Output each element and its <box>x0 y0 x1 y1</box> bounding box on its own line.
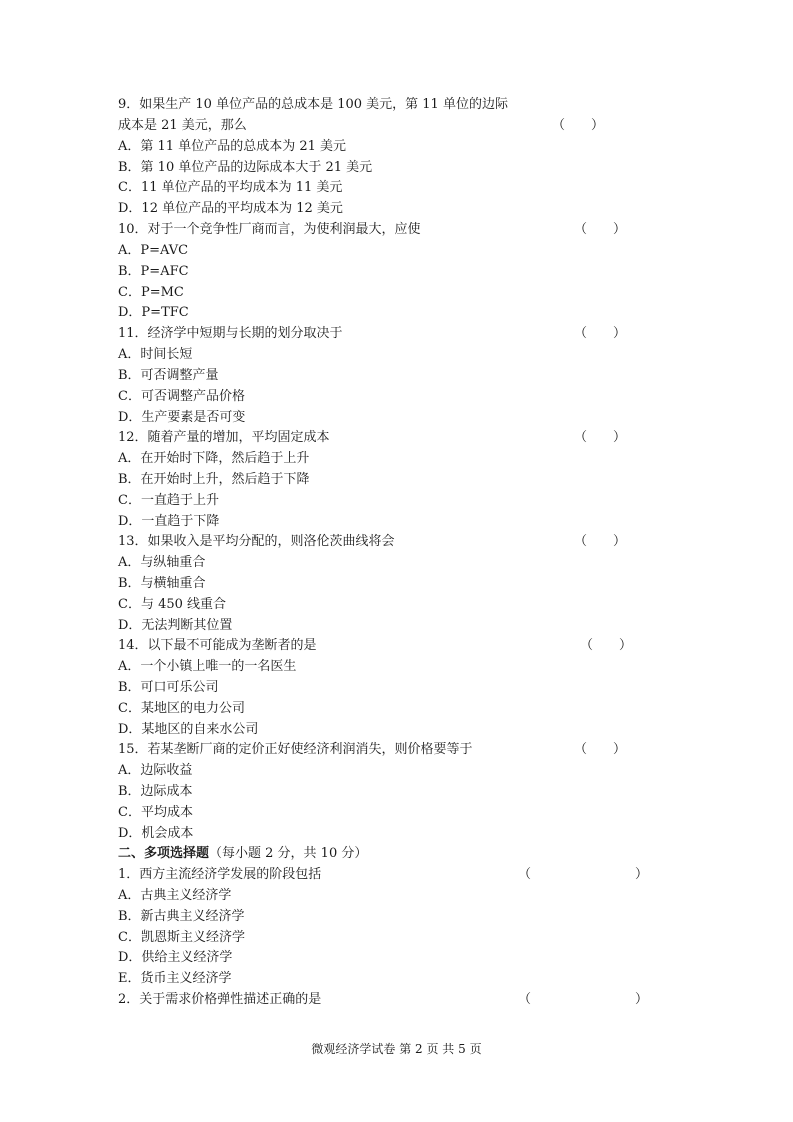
option-b: B．第 10 单位产品的边际成本大于 21 美元 <box>118 160 373 175</box>
multi-question-1-stem <box>118 865 649 886</box>
option-b: B．可口可乐公司 <box>118 680 219 695</box>
option-d: D．一直趋于下降 <box>118 514 220 529</box>
option-b: B．新古典主义经济学 <box>118 909 245 924</box>
question-13-stem <box>118 532 643 553</box>
option-d: D．P=TFC <box>118 305 189 320</box>
option-c: C．可否调整产品价格 <box>118 389 245 404</box>
answer-bracket: （ ） <box>574 534 627 549</box>
option-a: A．P=AVC <box>118 243 189 258</box>
question-9-stem <box>118 95 643 116</box>
option-c: C．P=MC <box>118 285 184 300</box>
question-9-stem-continued <box>118 116 643 137</box>
section-title: 二、多项选择题 <box>118 846 210 861</box>
answer-bracket: （ ） <box>574 430 627 445</box>
option-b: B．边际成本 <box>118 784 193 799</box>
option-e: E．货币主义经济学 <box>118 971 232 986</box>
option-d: D．某地区的自来水公司 <box>118 722 259 737</box>
page-footer: 微观经济学试卷 第 2 页 共 5 页 <box>311 1042 482 1056</box>
option-a: A．第 11 单位产品的总成本为 21 美元 <box>118 139 347 154</box>
answer-bracket: （ ） <box>574 742 627 757</box>
question-10-stem <box>118 220 643 241</box>
option-b: B．与横轴重合 <box>118 576 206 591</box>
option-a: A．在开始时下降，然后趋于上升 <box>118 451 310 466</box>
answer-bracket: （ ） <box>580 638 633 653</box>
question-text: 2．关于需求价格弹性描述正确的是 <box>118 992 322 1007</box>
option-c: C．凯恩斯主义经济学 <box>118 930 245 945</box>
option-a: A．古典主义经济学 <box>118 888 232 903</box>
option-d: D．12 单位产品的平均成本为 12 美元 <box>118 201 343 216</box>
option-c: C．某地区的电力公司 <box>118 701 245 716</box>
option-c: C．平均成本 <box>118 805 193 820</box>
question-text: 10．对于一个竞争性厂商而言，为使利润最大，应使 <box>118 222 421 237</box>
question-14-stem <box>118 636 643 657</box>
answer-bracket: （ ） <box>518 992 649 1007</box>
option-a: A．一个小镇上唯一的一名医生 <box>118 659 297 674</box>
answer-bracket: （ ） <box>574 326 627 341</box>
question-text: 12．随着产量的增加，平均固定成本 <box>118 430 330 445</box>
answer-bracket: （ ） <box>518 867 649 882</box>
question-text: 9．如果生产 10 单位产品的总成本是 100 美元，第 11 单位的边际 <box>118 97 508 112</box>
answer-bracket: （ ） <box>574 222 627 237</box>
option-c: C．与 450 线重合 <box>118 597 227 612</box>
section-note: （每小题 2 分，共 10 分） <box>209 846 368 861</box>
option-c: C．11 单位产品的平均成本为 11 美元 <box>118 180 343 195</box>
option-d: D．供给主义经济学 <box>118 950 233 965</box>
question-15-stem <box>118 740 643 761</box>
question-12-stem <box>118 428 643 449</box>
option-b: B．P=AFC <box>118 264 189 279</box>
option-c: C．一直趋于上升 <box>118 493 219 508</box>
question-text: 13．如果收入是平均分配的，则洛伦茨曲线将会 <box>118 534 395 549</box>
answer-bracket: （ ） <box>552 118 605 133</box>
question-11-stem <box>118 324 643 345</box>
option-a: A．时间长短 <box>118 347 193 362</box>
option-a: A．边际收益 <box>118 763 193 778</box>
section-heading <box>118 844 643 865</box>
question-text: 14．以下最不可能成为垄断者的是 <box>118 638 317 653</box>
option-d: D．无法判断其位置 <box>118 618 233 633</box>
question-text: 1．西方主流经济学发展的阶段包括 <box>118 867 322 882</box>
multi-question-2-stem <box>118 990 649 1011</box>
option-d: D．生产要素是否可变 <box>118 410 246 425</box>
option-b: B．在开始时上升，然后趋于下降 <box>118 472 310 487</box>
option-d: D．机会成本 <box>118 826 194 841</box>
option-b: B．可否调整产量 <box>118 368 219 383</box>
question-text: 成本是 21 美元，那么 <box>118 118 247 133</box>
question-text: 11．经济学中短期与长期的划分取决于 <box>118 326 343 341</box>
option-a: A．与纵轴重合 <box>118 555 206 570</box>
question-text: 15．若某垄断厂商的定价正好使经济利润消失，则价格要等于 <box>118 742 473 757</box>
